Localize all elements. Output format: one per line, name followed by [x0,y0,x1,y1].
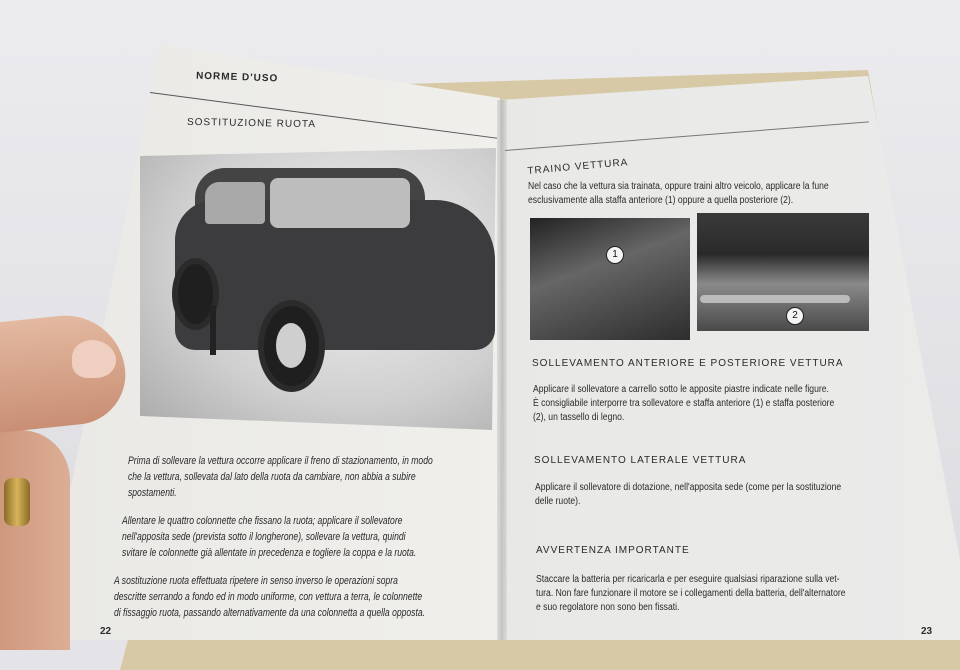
paragraph-line: spostamenti. [128,487,177,499]
section-title-traino: TRAINO VETTURA [527,157,629,177]
paragraph-line: esclusivamente alla staffa anteriore (1) oppure a quella posteriore (2). [528,195,794,206]
paragraph-line: e suo regolatore non sono ben fissati. [536,602,680,613]
paragraph-1 [128,453,433,501]
thumbnail [72,340,116,378]
right-page-number: 23 [921,626,933,637]
callout-1: 1 [606,246,624,264]
paragraph-3 [114,573,425,621]
paragraph-line: Applicare il sollevatore di dotazione, nell'apposita sede (come per la sostituzione [535,482,842,493]
front-tow-bracket-photo [530,218,690,340]
paragraph-line: Staccare la batteria per ricaricarla e per eseguire qualsiasi riparazione sulla vet- [536,574,840,585]
paragraph-line: Prima di sollevare la vettura occorre applicare il freno di stazionamento, in modo [128,455,433,467]
section-title-avvertenza: AVVERTENZA IMPORTANTE [536,545,690,556]
paragraph-line: Applicare il sollevatore a carrello sotto le apposite piastre indicate nelle figure. [533,384,829,395]
car-windshield [270,178,410,228]
section-title-sollevamento-laterale: SOLLEVAMENTO LATERALE VETTURA [534,455,747,466]
paragraph-line: A sostituzione ruota effettuata ripetere in senso inverso le operazioni sopra [114,575,398,587]
section-body-sollevamento-anteriore [533,383,834,425]
paragraph-line: nell'apposita sede (prevista sotto il longherone), sollevare la vettura, quindi [122,531,406,543]
paragraph-line: che la vettura, sollevata dal lato della ruota da cambiare, non abbia a subire [128,471,416,483]
section-body-traino [528,180,829,208]
car-jack [210,305,216,355]
paragraph-line: (2), un tassello di legno. [533,412,625,423]
running-header: NORME D'USO [195,70,279,85]
rear-bumper-bar [700,295,850,303]
section-title: SOSTITUZIONE RUOTA [186,116,317,131]
paragraph-line: di fissaggio ruota, passando alternativamente da una colonnetta a quella opposta. [114,607,426,619]
paragraph-2 [122,513,416,561]
paragraph-line: svitare le colonnette già allentate in precedenza e togliere la coppa e la ruota. [122,547,417,559]
car-front-wheel [258,300,325,392]
hand-palm [0,430,70,650]
callout-2: 2 [786,307,804,325]
book-gutter [497,100,507,640]
section-title-sollevamento-anteriore: SOLLEVAMENTO ANTERIORE E POSTERIORE VETTURA [532,358,844,369]
paragraph-line: delle ruote). [535,496,581,507]
rear-tow-bracket-photo [697,213,869,331]
left-page-number: 22 [100,626,112,637]
paragraph-line: È consigliabile interporre tra sollevatore e staffa anteriore (1) e staffa posteriore [533,398,835,409]
paragraph-line: Allentare le quattro colonnette che fissano la ruota; applicare il sollevatore [122,515,403,527]
car-side-window [205,182,265,224]
wedding-ring [4,478,30,526]
section-body-sollevamento-laterale [535,481,841,509]
paragraph-line: tura. Non fare funzionare il motore se i collegamenti della batteria, dell'alternatore [536,588,846,599]
paragraph-line: Nel caso che la vettura sia trainata, oppure traini altro veicolo, applicare la fune [528,181,829,192]
section-body-avvertenza [536,573,846,615]
paragraph-line: descritte serrando a fondo ed in modo uniforme, con vettura a terra, le colonnette [114,591,423,603]
